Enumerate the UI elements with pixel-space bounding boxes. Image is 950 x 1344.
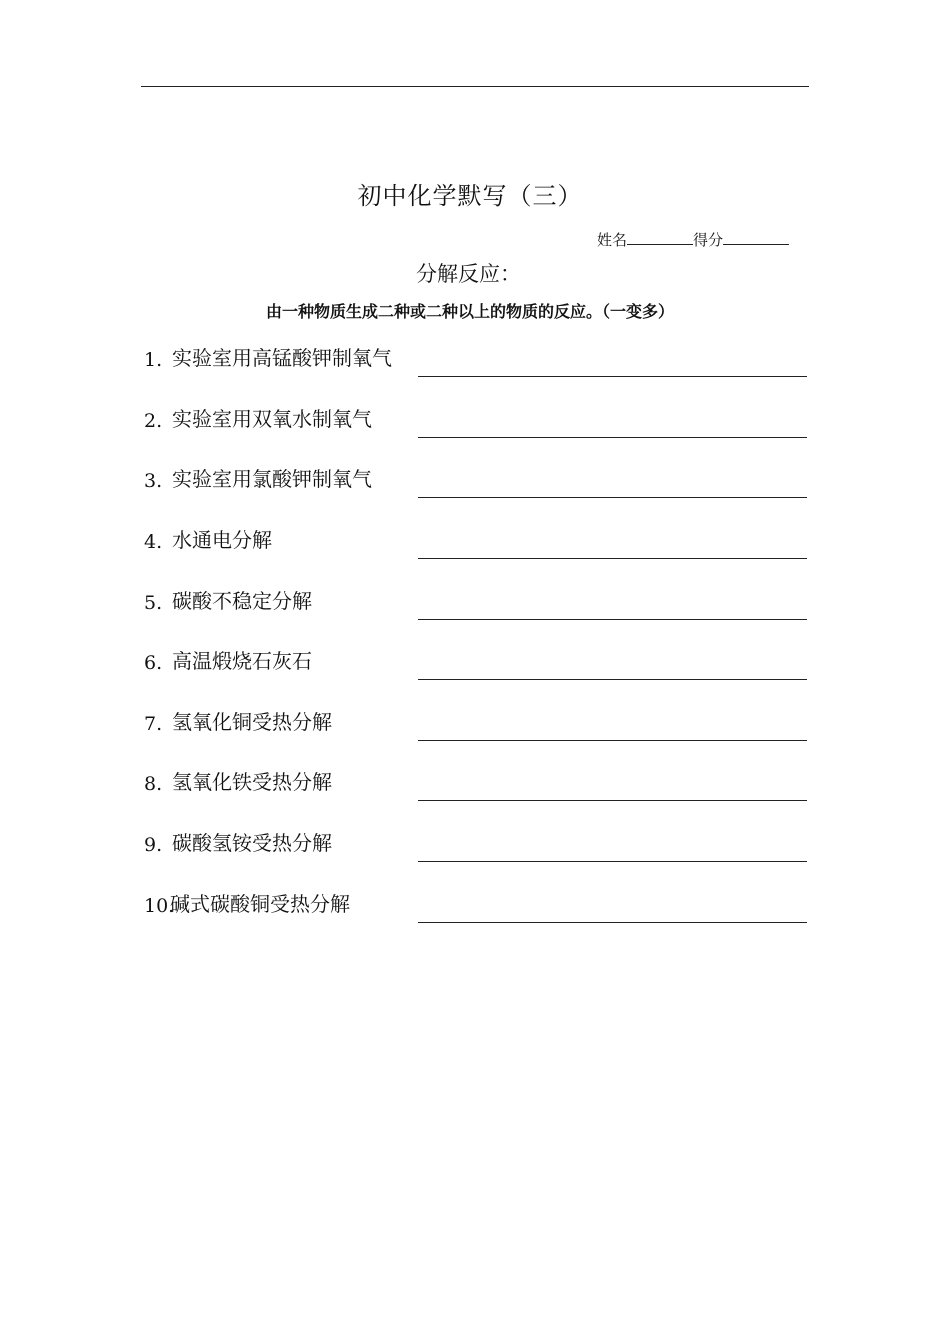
- question-text: 碳酸氢铵受热分解: [172, 831, 332, 855]
- answer-line[interactable]: [418, 376, 807, 377]
- question-item: [144, 580, 808, 620]
- question-item: [144, 640, 808, 680]
- question-text: 氢氧化铜受热分解: [172, 710, 332, 734]
- question-item: [144, 761, 808, 801]
- question-number: 7.: [144, 713, 163, 735]
- question-number: 3.: [144, 470, 163, 492]
- definition-text: 由一种物质生成二种或二种以上的物质的反应。（一变多）: [265, 302, 674, 321]
- question-number: 1.: [144, 349, 163, 371]
- question-number: 9.: [144, 834, 163, 856]
- question-item: [144, 883, 808, 923]
- question-item: [144, 701, 808, 741]
- question-number: 4.: [144, 531, 163, 553]
- name-label: 姓名: [597, 231, 628, 249]
- question-item: [144, 337, 808, 377]
- answer-line[interactable]: [418, 558, 807, 559]
- answer-line[interactable]: [418, 497, 807, 498]
- section-title: 分解反应：: [416, 262, 521, 286]
- score-label: 得分: [693, 231, 724, 249]
- question-number: 10.: [144, 895, 175, 917]
- question-text: 碱式碳酸铜受热分解: [170, 892, 350, 916]
- question-number: 5.: [144, 592, 163, 614]
- question-text: 高温煅烧石灰石: [172, 649, 312, 673]
- answer-line[interactable]: [418, 861, 807, 862]
- question-item: [144, 519, 808, 559]
- page-title: 初中化学默写（三）: [357, 182, 583, 210]
- question-text: 实验室用高锰酸钾制氧气: [172, 346, 392, 370]
- answer-line[interactable]: [418, 619, 807, 620]
- score-blank[interactable]: [723, 230, 789, 245]
- question-item: [144, 458, 808, 498]
- question-number: 8.: [144, 773, 163, 795]
- question-item: [144, 398, 808, 438]
- answer-line[interactable]: [418, 679, 807, 680]
- question-text: 实验室用氯酸钾制氧气: [172, 467, 372, 491]
- question-text: 碳酸不稳定分解: [172, 589, 312, 613]
- name-score-row: [597, 229, 789, 250]
- answer-line[interactable]: [418, 922, 807, 923]
- question-text: 氢氧化铁受热分解: [172, 770, 332, 794]
- header-rule: [141, 86, 809, 87]
- name-blank[interactable]: [627, 230, 693, 245]
- question-text: 水通电分解: [172, 528, 272, 552]
- question-item: [144, 822, 808, 862]
- question-number: 6.: [144, 652, 163, 674]
- answer-line[interactable]: [418, 437, 807, 438]
- answer-line[interactable]: [418, 740, 807, 741]
- answer-line[interactable]: [418, 800, 807, 801]
- question-number: 2.: [144, 410, 163, 432]
- question-text: 实验室用双氧水制氧气: [172, 407, 372, 431]
